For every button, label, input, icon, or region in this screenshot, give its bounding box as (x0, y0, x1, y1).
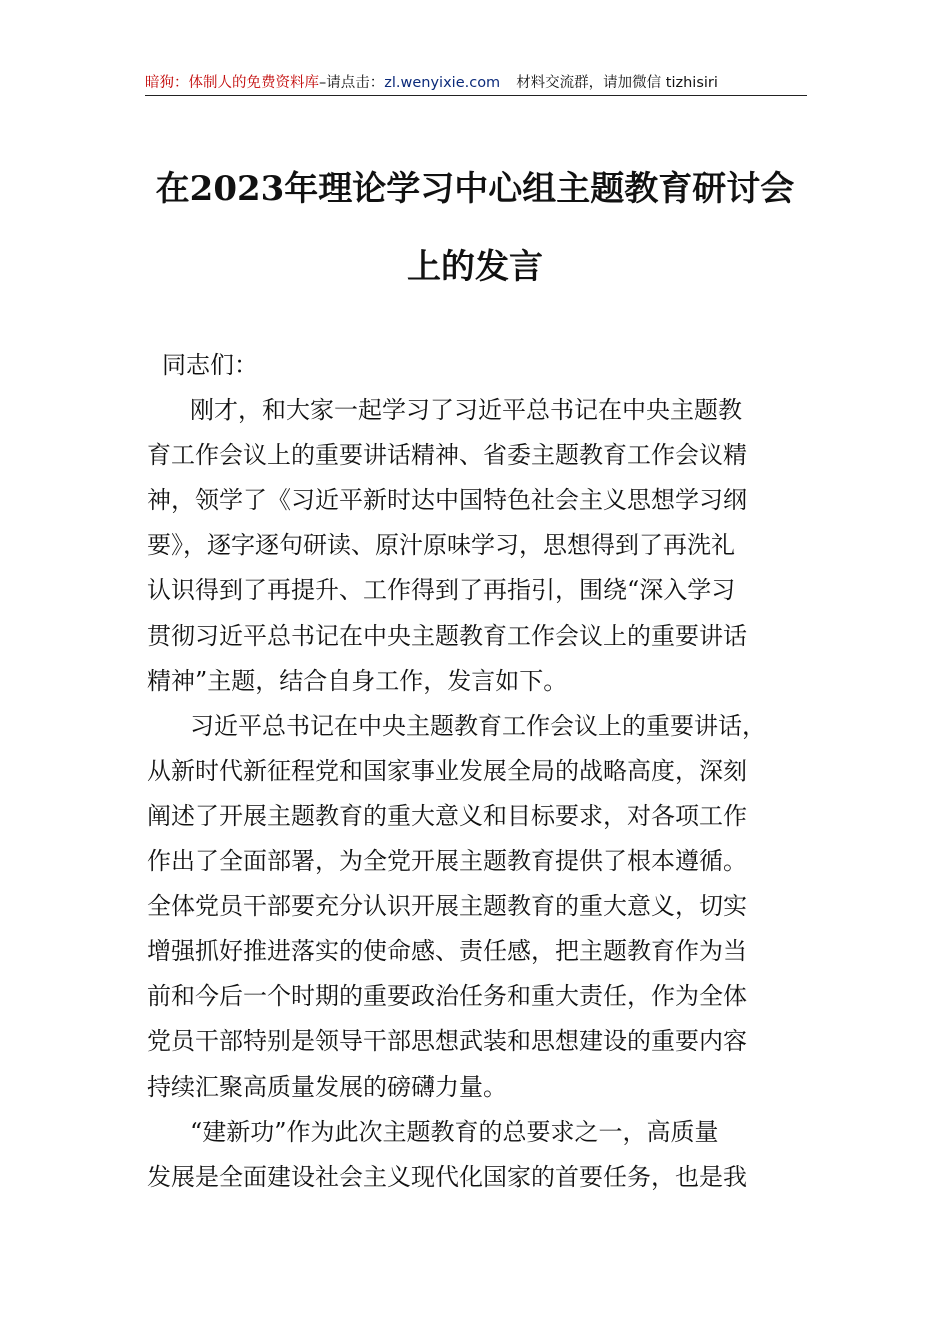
paragraph-3 (147, 1110, 807, 1200)
paragraph-line: “建新功”作为此次主题教育的总要求之一，高质量 (190, 1117, 719, 1146)
paragraph-line: 从新时代新征程党和国家事业发展全局的战略高度，深刻 (147, 756, 747, 785)
paragraph-line: 阐述了开展主题教育的重大意义和目标要求，对各项工作 (147, 801, 747, 830)
paragraph-line: 全体党员干部要充分认识开展主题教育的重大意义，切实 (147, 892, 747, 921)
paragraph-line: 增强抓好推进落实的使命感、责任感，把主题教育作为当 (147, 937, 747, 966)
title-line-1: 在2023年理论学习中心组主题教育研讨会 (155, 169, 795, 209)
paragraph-line: 认识得到了再提升、工作得到了再指引，围绕“深入学习 (147, 576, 736, 605)
document-body (147, 343, 807, 1200)
paragraph-2 (147, 704, 807, 1110)
header-wechat-note: 材料交流群，请加微信 tizhisiri (516, 75, 718, 91)
paragraph-1 (147, 388, 807, 704)
paragraph-line: 发展是全面建设社会主义现代化国家的首要任务，也是我 (147, 1162, 747, 1191)
paragraph-line: 要》，逐字逐句研读、原汁原味学习，思想得到了再洗礼 (147, 531, 735, 560)
paragraph-line: 育工作会议上的重要讲话精神、省委主题教育工作会议精 (147, 441, 747, 470)
header-separator: –请点击： (319, 75, 385, 91)
document-title (140, 150, 810, 306)
paragraph-line: 持续汇聚高质量发展的磅礴力量。 (147, 1072, 507, 1101)
paragraph-line: 神，领学了《习近平新时达中国特色社会主义思想学习纲 (147, 486, 747, 515)
paragraph-line: 党员干部特别是领导干部思想武装和思想建设的重要内容 (147, 1027, 747, 1056)
title-line-2: 上的发言 (407, 247, 543, 287)
salutation: 同志们： (162, 351, 258, 379)
header-url-link[interactable]: zl.wenyixie.com (384, 75, 501, 91)
paragraph-line: 习近平总书记在中央主题教育工作会议上的重要讲话， (190, 711, 766, 740)
header-brand: 暗狗：体制人的免费资料库 (145, 75, 319, 91)
header-divider (145, 95, 807, 96)
paragraph-line: 前和今后一个时期的重要政治任务和重大责任，作为全体 (147, 982, 747, 1011)
paragraph-line: 刚才，和大家一起学习了习近平总书记在中央主题教 (190, 396, 742, 425)
paragraph-line: 作出了全面部署，为全党开展主题教育提供了根本遵循。 (147, 847, 747, 876)
paragraph-line: 精神”主题，结合自身工作，发言如下。 (147, 666, 568, 695)
paragraph-line: 贯彻习近平总书记在中央主题教育工作会议上的重要讲话 (147, 621, 747, 650)
page-header (145, 72, 805, 94)
